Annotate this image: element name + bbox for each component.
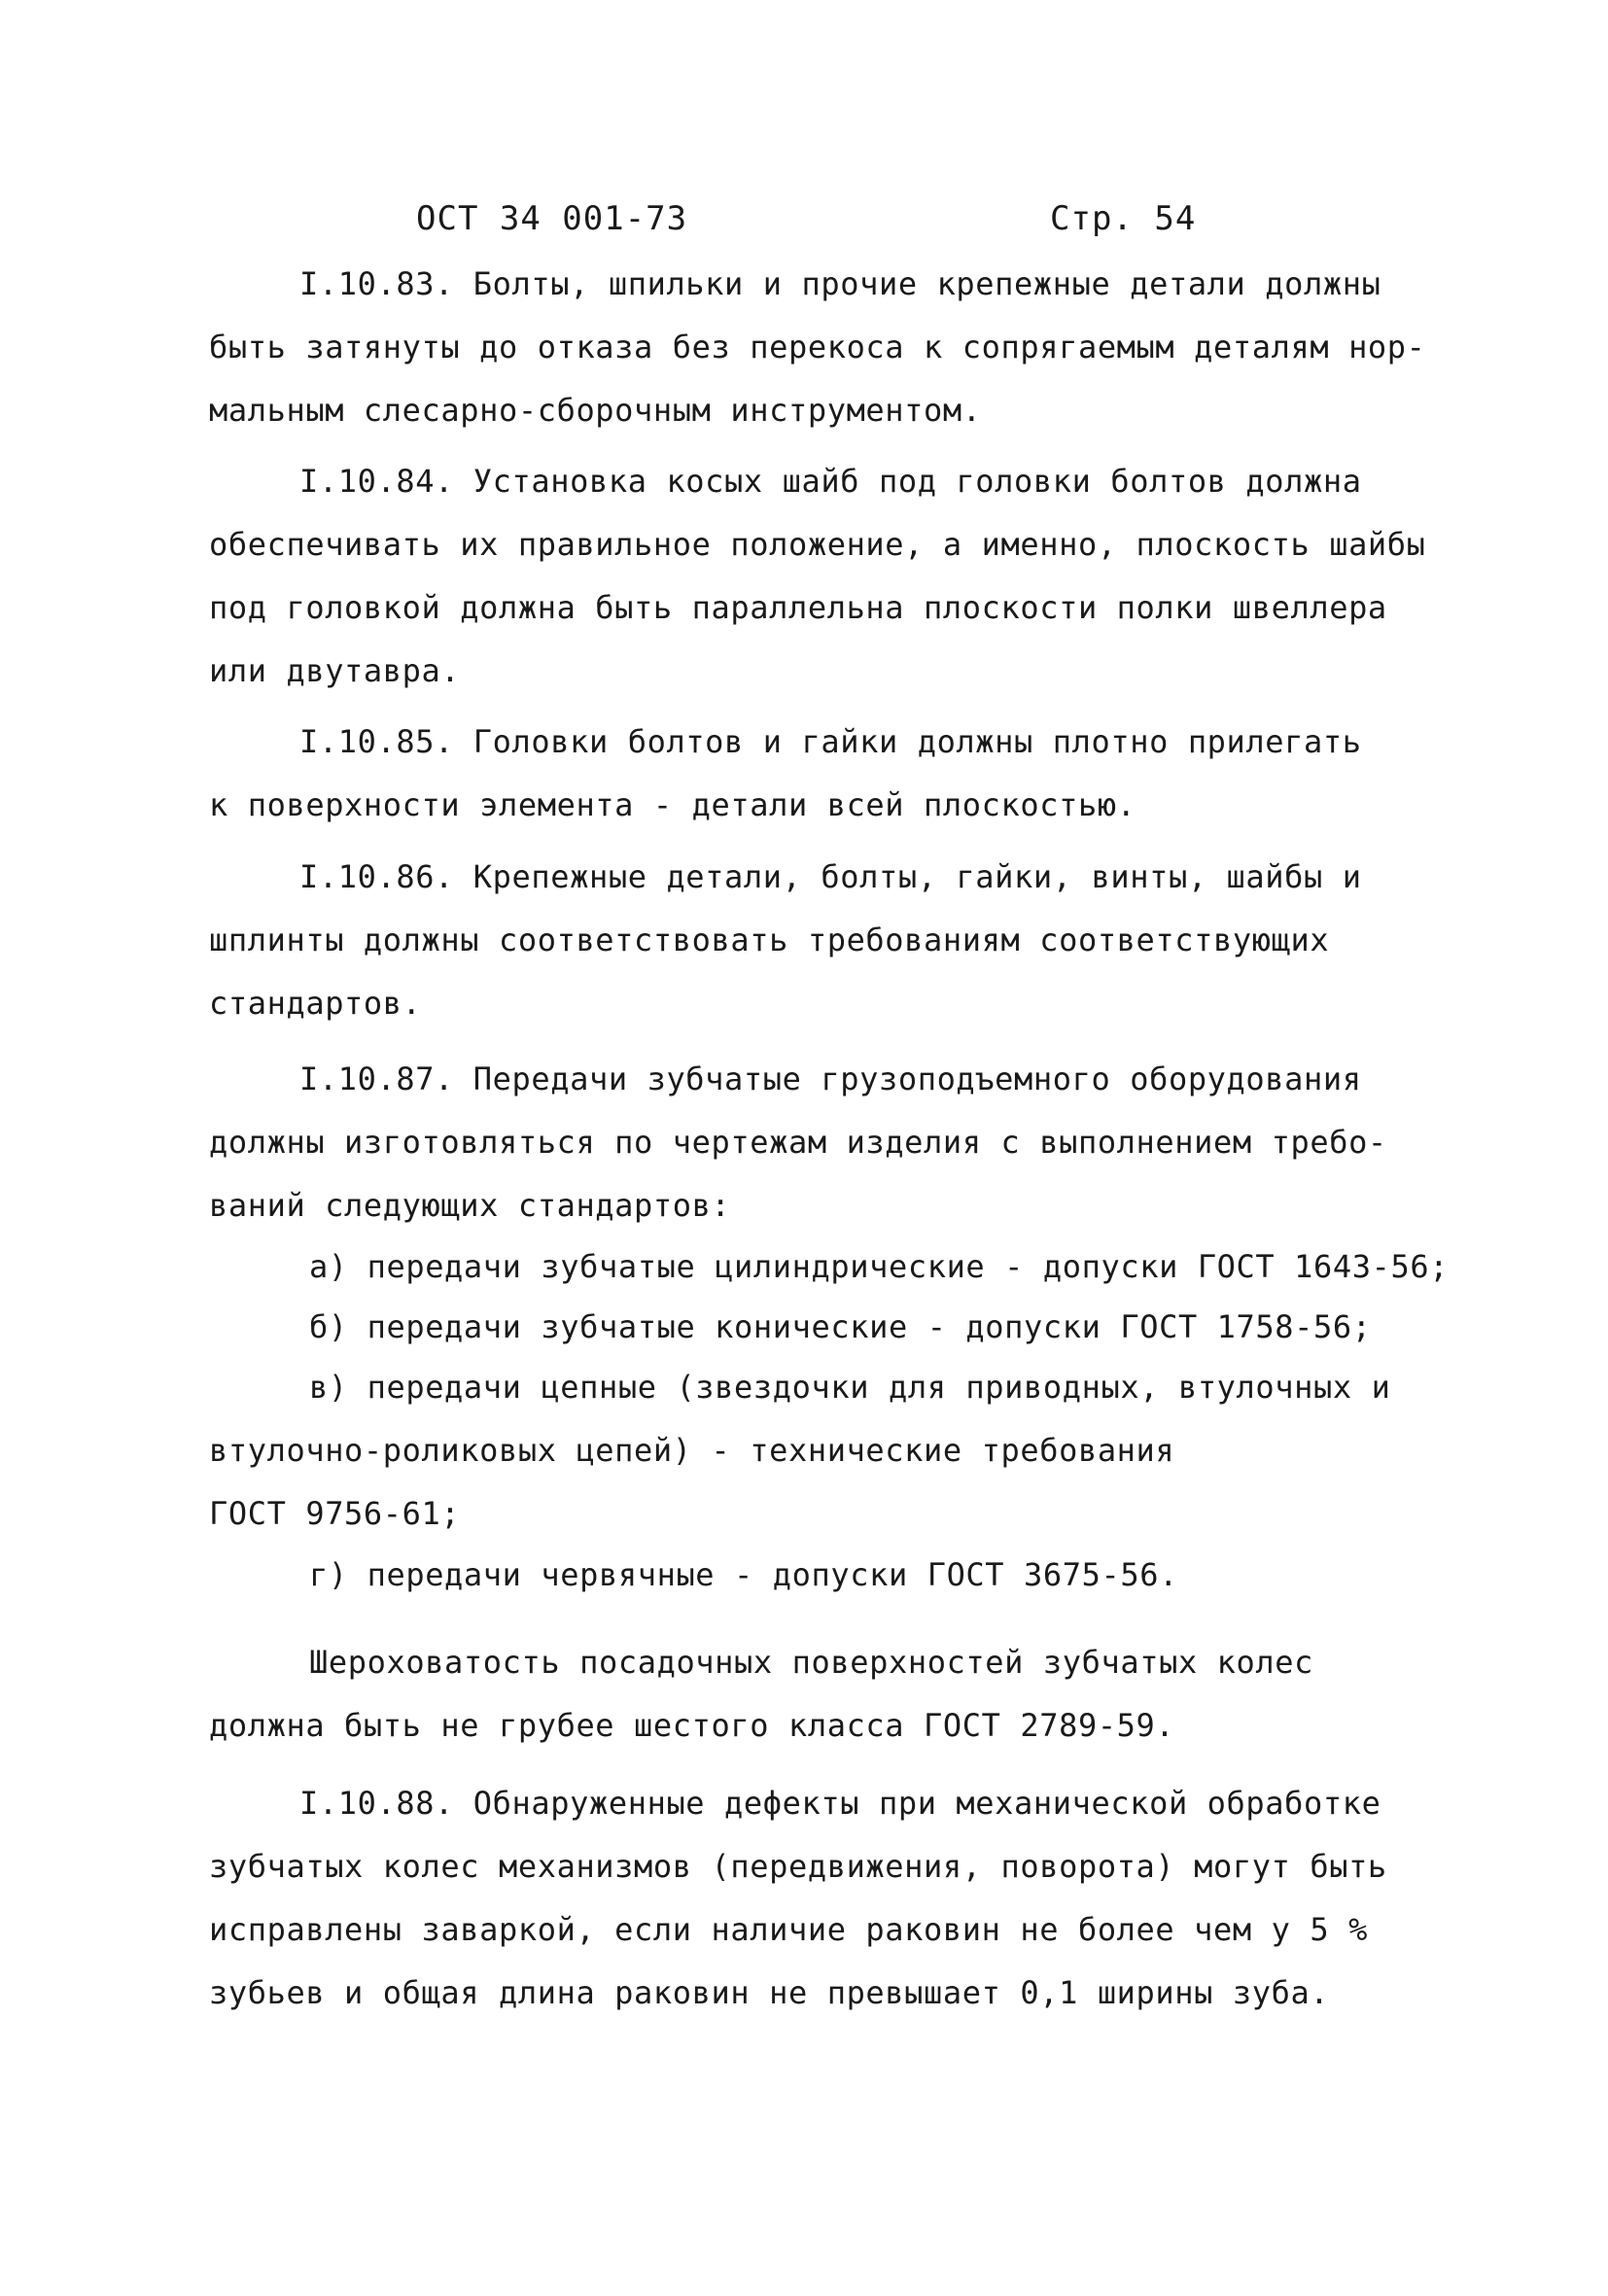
text-line: I.10.84. Установка косых шайб под головки болтов должна bbox=[299, 463, 1362, 500]
text-line: Шероховатость посадочных поверхностей зубчатых колес bbox=[309, 1644, 1314, 1681]
text-line: I.10.88. Обнаруженные дефекты при механической обработке bbox=[299, 1785, 1381, 1822]
text-line: I.10.87. Передачи зубчатые грузоподъемного оборудования bbox=[299, 1061, 1362, 1097]
text-line: I.10.85. Головки болтов и гайки должны плотно прилегать bbox=[299, 723, 1362, 760]
text-line: должна быть не грубее шестого класса ГОСТ 2789-59. bbox=[209, 1707, 1175, 1744]
list-item: б) передачи зубчатые конические - допуски ГОСТ 1758-56; bbox=[309, 1308, 1372, 1345]
text-line: мальным слесарно-сборочным инструментом. bbox=[209, 392, 982, 429]
list-item: а) передачи зубчатые цилиндрические - допуски ГОСТ 1643-56; bbox=[309, 1248, 1450, 1285]
text-line: I.10.83. Болты, шпильки и прочие крепежные детали должны bbox=[299, 265, 1381, 302]
page-number: Стр. 54 bbox=[1050, 199, 1197, 238]
list-item: г) передачи червячные - допуски ГОСТ 3675-56. bbox=[309, 1556, 1178, 1593]
text-line: зубчатых колес механизмов (передвижения, поворота) могут быть bbox=[209, 1848, 1387, 1885]
document-code: ОСТ 34 001-73 bbox=[416, 199, 688, 238]
text-line: шплинты должны соответствовать требованиям соответствующих bbox=[209, 922, 1330, 958]
text-line: зубьев и общая длина раковин не превышает 0,1 ширины зуба. bbox=[209, 1974, 1330, 2011]
text-line: ГОСТ 9756-61; bbox=[209, 1495, 461, 1532]
text-line: исправлены заваркой, если наличие раковин не более чем у 5 % bbox=[209, 1911, 1368, 1948]
text-line: должны изготовляться по чертежам изделия с выполнением требо- bbox=[209, 1124, 1387, 1161]
text-line: к поверхности элемента - детали всей плоскостью. bbox=[209, 786, 1136, 823]
text-line: быть затянуты до отказа без перекоса к сопрягаемым деталям нор- bbox=[209, 329, 1426, 365]
text-line: или двутавра. bbox=[209, 652, 461, 689]
text-line: I.10.86. Крепежные детали, болты, гайки, винты, шайбы и bbox=[299, 858, 1362, 895]
text-line: ваний следующих стандартов: bbox=[209, 1187, 731, 1224]
text-line: под головкой должна быть параллельна плоскости полки швеллера bbox=[209, 589, 1387, 626]
list-item: в) передачи цепные (звездочки для приводных, втулочных и bbox=[309, 1369, 1391, 1406]
text-line: стандартов. bbox=[209, 985, 422, 1022]
text-line: втулочно-роликовых цепей) - технические требования bbox=[209, 1432, 1175, 1469]
text-line: обеспечивать их правильное положение, а именно, плоскость шайбы bbox=[209, 526, 1426, 563]
